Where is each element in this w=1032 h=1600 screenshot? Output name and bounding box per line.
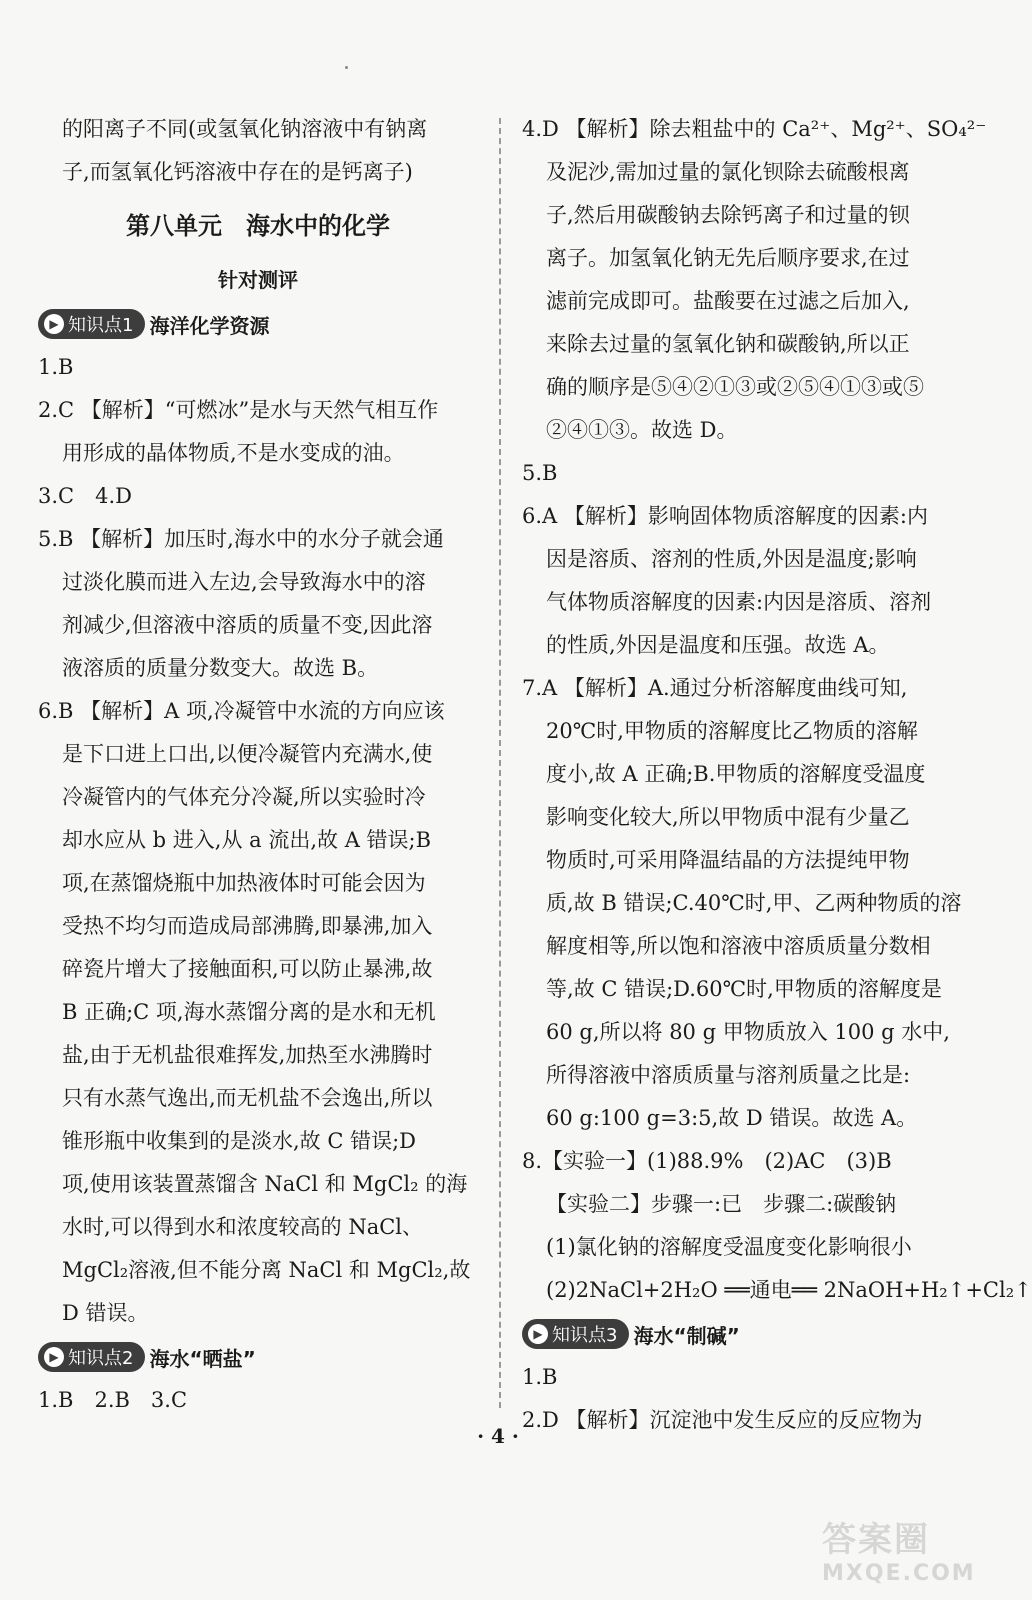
answer-line: 5.B <box>522 461 558 485</box>
answer-line: MgCl₂溶液,但不能分离 NaCl 和 MgCl₂,故 <box>62 1258 471 1282</box>
knowledge-point-title: 海水“晒盐” <box>149 1346 256 1371</box>
answer-line: 只有水蒸气逸出,而无机盐不会逸出,所以 <box>62 1086 433 1110</box>
answer-line: 项,在蒸馏烧瓶中加热液体时可能会因为 <box>62 871 426 895</box>
answer-line: 碎瓷片增大了接触面积,可以防止暴沸,故 <box>62 957 433 981</box>
answer-line: 所得溶液中溶质质量与溶剂质量之比是: <box>546 1063 911 1087</box>
answer-line: 确的顺序是⑤④②①③或②⑤④①③或⑤ <box>546 375 924 399</box>
answer-line: 等,故 C 错误;D.60℃时,甲物质的溶解度是 <box>546 977 942 1001</box>
watermark-logo <box>822 1512 976 1586</box>
knowledge-point-badge <box>38 309 145 339</box>
answer-line: 却水应从 b 进入,从 a 流出,故 A 错误;B <box>62 828 432 852</box>
answer-line: 5.B 【解析】加压时,海水中的水分子就会通 <box>38 527 444 551</box>
answer-list-kp2 <box>38 1379 478 1422</box>
answer-line: 解度相等,所以饱和溶液中溶质质量分数相 <box>546 934 931 958</box>
knowledge-point-3-header <box>522 1312 968 1356</box>
answer-line: 6.B 【解析】A 项,冷凝管中水流的方向应该 <box>38 699 445 723</box>
knowledge-point-1-header <box>38 302 478 346</box>
answer-line: 1.B <box>38 355 74 379</box>
answer-line: 3.C 4.D <box>38 484 132 508</box>
answer-list-kp1 <box>38 346 478 1335</box>
answer-line: 气体物质溶解度的因素:内因是溶质、溶剂 <box>546 590 932 614</box>
answer-line: 【实验二】步骤一:已 步骤二:碳酸钠 <box>546 1192 897 1216</box>
answer-list-right <box>522 108 1032 1312</box>
answer-line: 受热不均匀而造成局部沸腾,即暴沸,加入 <box>62 914 433 938</box>
knowledge-point-title: 海水“制碱” <box>633 1323 740 1348</box>
knowledge-point-title: 海洋化学资源 <box>149 313 270 338</box>
answer-line: 冷凝管内的气体充分冷凝,所以实验时冷 <box>62 785 426 809</box>
answer-line: 水时,可以得到水和浓度较高的 NaCl、 <box>62 1215 424 1239</box>
answer-line: ②④①③。故选 D。 <box>546 418 738 442</box>
answer-line: B 正确;C 项,海水蒸馏分离的是水和无机 <box>62 1000 436 1024</box>
answer-line: 1.B 2.B 3.C <box>38 1388 188 1412</box>
answer-line: 来除去过量的氢氧化钠和碳酸钠,所以正 <box>546 332 910 356</box>
answer-line: 过淡化膜而进入左边,会导致海水中的溶 <box>62 570 426 594</box>
answer-line: 度小,故 A 正确;B.甲物质的溶解度受温度 <box>546 762 926 786</box>
answer-line: 因是溶质、溶剂的性质,外因是温度;影响 <box>546 547 917 571</box>
answer-line: 2.C 【解析】“可燃冰”是水与天然气相互作 <box>38 398 439 422</box>
answer-line: 的性质,外因是温度和压强。故选 A。 <box>546 633 890 657</box>
column-divider <box>499 118 501 1408</box>
speck <box>345 66 348 69</box>
answer-line: 60 g,所以将 80 g 甲物质放入 100 g 水中, <box>546 1020 950 1044</box>
intro-line: 的阳离子不同(或氢氧化钠溶液中有钠离 <box>62 117 428 141</box>
page-number: · 4 · <box>477 1424 519 1448</box>
answer-line: 离子。加氢氧化钠无先后顺序要求,在过 <box>546 246 910 270</box>
answer-line: 液溶质的质量分数变大。故选 B。 <box>62 656 379 680</box>
answer-line: 6.A 【解析】影响固体物质溶解度的因素:内 <box>522 504 928 528</box>
answer-line: 及泥沙,需加过量的氯化钡除去硫酸根离 <box>546 160 910 184</box>
answer-line: 1.B <box>522 1365 558 1389</box>
knowledge-point-badge <box>38 1342 145 1372</box>
answer-line: 影响变化较大,所以甲物质中混有少量乙 <box>546 805 910 829</box>
answer-line: 2.D 【解析】沉淀池中发生反应的反应物为 <box>522 1408 923 1432</box>
answer-line: 7.A 【解析】A.通过分析溶解度曲线可知, <box>522 676 908 700</box>
knowledge-point-badge <box>522 1319 629 1349</box>
answer-line: 质,故 B 错误;C.40℃时,甲、乙两种物质的溶 <box>546 891 962 915</box>
knowledge-point-badge-label: 知识点3 <box>552 1325 618 1346</box>
answer-line: 用形成的晶体物质,不是水变成的油。 <box>62 441 405 465</box>
knowledge-point-badge-label: 知识点1 <box>68 315 134 336</box>
answer-line: 4.D 【解析】除去粗盐中的 Ca²⁺、Mg²⁺、SO₄²⁻ <box>522 117 987 141</box>
answer-line: 物质时,可采用降温结晶的方法提纯甲物 <box>546 848 910 872</box>
answer-line: 盐,由于无机盐很难挥发,加热至水沸腾时 <box>62 1043 433 1067</box>
play-icon: ▶ <box>44 314 64 334</box>
answer-line: 60 g:100 g=3:5,故 D 错误。故选 A。 <box>546 1106 918 1130</box>
play-icon: ▶ <box>528 1324 548 1344</box>
unit-title: 第八单元 海水中的化学 <box>126 212 390 240</box>
answer-line: 项,使用该装置蒸馏含 NaCl 和 MgCl₂ 的海 <box>62 1172 468 1196</box>
watermark-text-top: 答案圈 <box>822 1520 930 1560</box>
play-icon: ▶ <box>44 1347 64 1367</box>
left-column <box>38 108 478 1422</box>
answer-line: 子,然后用碳酸钠去除钙离子和过量的钡 <box>546 203 910 227</box>
answer-line: 锥形瓶中收集到的是淡水,故 C 错误;D <box>62 1129 417 1153</box>
answer-line: (1)氯化钠的溶解度受温度变化影响很小 <box>546 1235 912 1259</box>
answer-line: 是下口进上口出,以便冷凝管内充满水,使 <box>62 742 433 766</box>
knowledge-point-2-header <box>38 1335 478 1379</box>
answer-line: 滤前完成即可。盐酸要在过滤之后加入, <box>546 289 910 313</box>
answer-line: 20℃时,甲物质的溶解度比乙物质的溶解 <box>546 719 918 743</box>
knowledge-point-badge-label: 知识点2 <box>68 1348 134 1369</box>
right-column <box>522 108 1032 1442</box>
intro-line: 子,而氢氧化钙溶液中存在的是钙离子) <box>62 160 413 184</box>
answer-line: (2)2NaCl+2H₂O ══通电══ 2NaOH+H₂↑+Cl₂↑ <box>546 1278 1032 1302</box>
section-title: 针对测评 <box>218 268 298 292</box>
answer-line: 剂减少,但溶液中溶质的质量不变,因此溶 <box>62 613 433 637</box>
answer-line: 8.【实验一】(1)88.9% (2)AC (3)B <box>522 1149 892 1173</box>
watermark-text-bottom: MXQE.COM <box>822 1561 976 1586</box>
answer-line: D 错误。 <box>62 1301 149 1325</box>
